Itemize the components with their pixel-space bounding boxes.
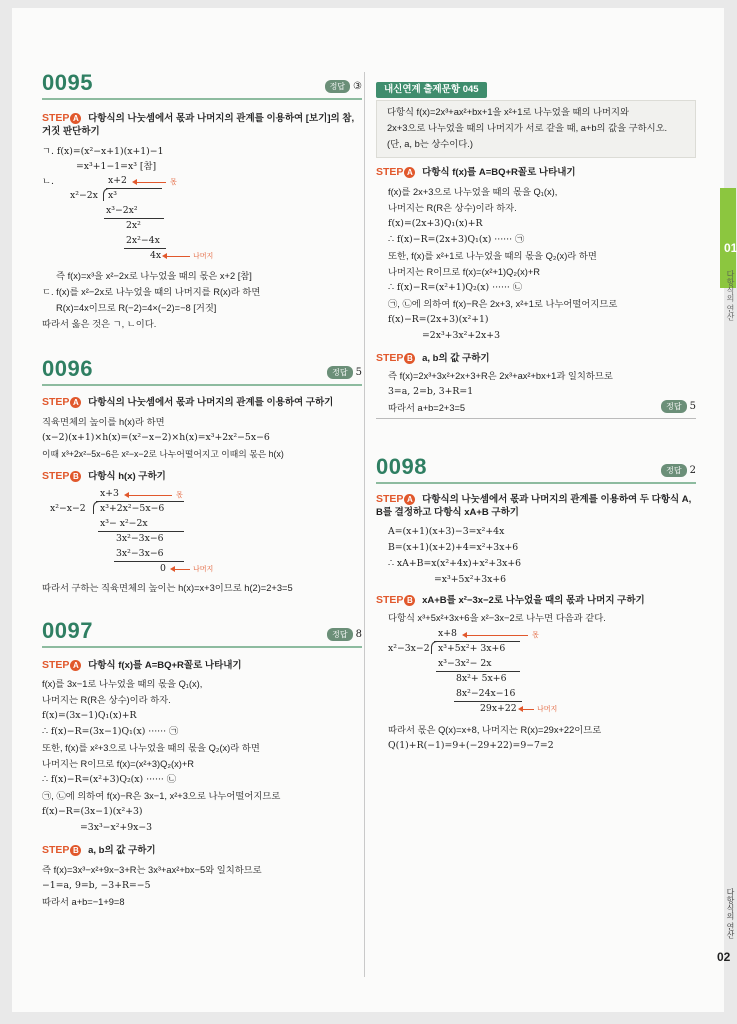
division-row: 3x²−3x−6 [116, 548, 164, 559]
step-title: 다항식의 나눗셈에서 몫과 나머지의 관계를 이용하여 구하기 [88, 397, 334, 408]
solution-line: 따라서 a+b=2+3=5 [388, 403, 466, 413]
division-rule [454, 701, 522, 702]
solution-line: 따라서 몫은 Q(x)=x+8, 나머지는 R(x)=29x+22이므로 [388, 725, 602, 735]
remainder-label: 나머지 [193, 566, 214, 573]
solution-line: ㉠, ㉡에 의하여 f(x)−R은 2x+3, x²+1로 나누어떨어지므로 [388, 299, 618, 309]
solution-line: 직육면체의 높이를 h(x)라 하면 [42, 417, 165, 427]
solution-line: f(x)를 3x−1로 나누었을 때의 몫을 Q₁(x), [42, 679, 203, 689]
page-number: 02 [717, 950, 731, 964]
problem-text: (단, a, b는 상수이다.) [387, 139, 473, 149]
problem-number: 0097 [42, 618, 93, 643]
step-tag: STEP A [376, 166, 415, 179]
answer-value: 2 [689, 465, 696, 476]
divisor: x²−x−2 [50, 503, 86, 514]
arrow-icon [136, 182, 166, 183]
division-rule [436, 671, 520, 672]
solution-line: ㄱ. f(x)=(x²−x+1)(x+1)−1 [42, 146, 164, 157]
chapter-tab-number: 01 [724, 241, 737, 255]
solution-line: ∴ f(x)−R=(2x+3)Q₁(x) ······ ㉠ [388, 234, 525, 245]
step-tag: STEP B [376, 594, 415, 607]
step-tag: STEP A [376, 493, 415, 506]
column-divider [364, 72, 365, 977]
answer-value: 5 [689, 401, 696, 412]
step-title: 다항식 f(x)를 A=BQ+R꼴로 나타내기 [422, 167, 576, 178]
step-b-heading [42, 470, 362, 483]
problem-number: 0096 [42, 356, 93, 381]
step-letter: B [404, 595, 415, 606]
solution-line: 즉 f(x)=2x³+3x²+2x+3+R은 2x³+ax²+bx+1과 일치하므로 [388, 371, 613, 381]
quotient-label: 몫 [176, 492, 183, 499]
solution-line: f(x)=(3x−1)Q₁(x)+R [42, 710, 137, 721]
quotient: x+8 [438, 628, 457, 639]
chapter-title: 다항식의 연산 [726, 270, 735, 321]
solution-line: =2x³+3x²+2x+3 [422, 330, 501, 341]
answer-value: ③ [353, 81, 362, 92]
dividend: x³+2x²−5x−6 [100, 503, 165, 514]
solution-line: B=(x+1)(x+2)+4=x²+3x+6 [388, 542, 519, 553]
solution-line: 따라서 구하는 직육면체의 높이는 h(x)=x+3이므로 h(2)=2+3=5 [42, 583, 293, 593]
solution-line: 이때 x³+2x²−5x−6은 x²−x−2로 나누어떨어지고 이때의 몫은 h(x) [42, 449, 284, 459]
answer-area [325, 80, 362, 93]
naesin-tag: 내신연계 출제문항 045 [376, 82, 487, 98]
answer-badge: 정답 [327, 628, 352, 641]
step-tag: STEP A [42, 659, 81, 672]
problem-box [376, 100, 696, 158]
division-row: x³−2x² [106, 205, 138, 216]
step-letter: B [70, 471, 81, 482]
answer-area [661, 400, 696, 413]
step-title: 다항식의 나눗셈에서 몫과 나머지의 관계를 이용하여 두 다항식 A, B를 결정하고 다항식 xA+B 구하기 [376, 494, 692, 518]
problem-number: 0098 [376, 454, 427, 479]
step-tag: STEP B [42, 844, 81, 857]
section-rule [376, 418, 696, 419]
division-row: 8x²−24x−16 [456, 688, 516, 699]
quotient: x+3 [100, 488, 119, 499]
solution-line: 따라서 a+b=−1+9=8 [42, 897, 125, 907]
step-a-heading [376, 493, 696, 519]
divisor: x²−2x [70, 190, 98, 201]
answer-badge: 정답 [661, 464, 686, 477]
problem-0096-header [42, 356, 362, 386]
solution-line: 즉 f(x)=3x³−x²+9x−3+R는 3x³+ax²+bx−5와 일치하므로 [42, 865, 262, 875]
answer-badge: 정답 [325, 80, 350, 93]
solution-line: 나머지는 R이므로 f(x)=(x²+3)Q₂(x)+R [42, 759, 194, 769]
step-title: 다항식 f(x)를 A=BQ+R꼴로 나타내기 [88, 660, 242, 671]
solution-line: ㄴ. [42, 176, 54, 187]
divisor: x²−3x−2 [388, 643, 430, 654]
step-a-heading [42, 112, 362, 138]
step-tag: STEP A [42, 396, 81, 409]
solution-line: 3=a, 2=b, 3+R=1 [388, 386, 474, 397]
problem-0095-header [42, 70, 362, 100]
dividend: x³+5x²+ 3x+6 [438, 643, 506, 654]
problem-text: 2x+3으로 나누었을 때의 나머지가 서로 같을 때, a+b의 값을 구하시오. [387, 123, 668, 133]
step-title: 다항식 h(x) 구하기 [88, 471, 166, 482]
division-rule [98, 531, 184, 532]
answer-badge: 정답 [661, 400, 686, 413]
solution-line: =x³+5x²+3x+6 [434, 574, 507, 585]
problem-text: 다항식 f(x)=2x³+ax²+bx+1을 x²+1로 나누었을 때의 나머지와 [387, 107, 629, 117]
division-bracket [431, 641, 437, 654]
solution-line: A=(x+1)(x+3)−3=x²+4x [388, 526, 505, 537]
arrow-icon [128, 495, 172, 496]
step-a-heading [42, 659, 362, 672]
problem-number: 0095 [42, 70, 93, 95]
step-letter: A [70, 397, 81, 408]
solution-line: 즉 f(x)=x³을 x²−2x로 나누었을 때의 몫은 x+2 [참] [56, 271, 252, 281]
step-b-heading [42, 844, 362, 857]
division-row: 8x²+ 5x+6 [456, 673, 507, 684]
division-row: 3x²−3x−6 [116, 533, 164, 544]
remainder: 4x [150, 250, 162, 261]
solution-line: R(x)=4x이므로 R(−2)=4×(−2)=−8 [거짓] [56, 303, 217, 313]
remainder-label: 나머지 [193, 253, 214, 260]
step-letter: A [404, 167, 415, 178]
step-tag: STEP B [376, 352, 415, 365]
answer-value: 8 [355, 629, 362, 640]
answer-area [327, 628, 362, 641]
solution-line: (x−2)(x+1)×h(x)=(x²−x−2)×h(x)=x³+2x²−5x−6 [42, 432, 270, 443]
arrow-icon [466, 635, 528, 636]
solution-line: ∴ f(x)−R=(x²+3)Q₂(x) ······ ㉡ [42, 774, 177, 785]
solution-line: ㉠, ㉡에 의하여 f(x)−R은 3x−1, x²+3으로 나누어떨어지므로 [42, 791, 281, 801]
answer-area [327, 366, 362, 379]
problem-0097-header [42, 618, 362, 648]
step-a-heading [42, 396, 362, 409]
division-bar [434, 641, 520, 642]
solution-line: f(x)−R=(2x+3)(x²+1) [388, 314, 489, 325]
step-letter: A [70, 660, 81, 671]
step-title: a, b의 값 구하기 [88, 845, 156, 856]
solution-line: =3x³−x²+9x−3 [80, 822, 153, 833]
step-a-heading [376, 166, 696, 179]
solution-line: 또한, f(x)를 x²+1로 나누었을 때의 몫을 Q₂(x)라 하면 [388, 251, 597, 261]
division-rule [114, 561, 184, 562]
division-bracket [93, 501, 99, 514]
remainder-label: 나머지 [537, 706, 558, 713]
division-row: x³−3x²− 2x [438, 658, 492, 669]
solution-line: 나머지는 R(R은 상수)이라 하자. [42, 695, 171, 705]
step-letter: B [70, 845, 81, 856]
workbook-page [12, 8, 737, 1012]
step-title: a, b의 값 구하기 [422, 353, 490, 364]
solution-line: ∴ f(x)−R=(3x−1)Q₁(x) ······ ㉠ [42, 726, 179, 737]
problem-0098-header [376, 454, 696, 484]
solution-line: ∴ f(x)−R=(x²+1)Q₂(x) ······ ㉡ [388, 282, 523, 293]
division-bar [106, 188, 162, 189]
answer-area [661, 464, 696, 477]
step-b-heading [376, 352, 696, 365]
step-b-heading [376, 594, 696, 607]
division-row: x³− x²−2x [100, 518, 148, 529]
answer-badge: 정답 [327, 366, 352, 379]
solution-line: f(x)−R=(3x−1)(x²+3) [42, 806, 143, 817]
division-row: 2x² [126, 220, 141, 231]
quotient-label: 몫 [532, 632, 539, 639]
step-title: 다항식의 나눗셈에서 몫과 나머지의 관계를 이용하여 [보기]의 참, 거짓 판단하기 [42, 113, 355, 137]
solution-line: ∴ xA+B=x(x²+4x)+x²+3x+6 [388, 558, 522, 569]
step-letter: B [404, 353, 415, 364]
solution-line: 따라서 옳은 것은 ㄱ, ㄴ이다. [42, 319, 157, 329]
step-tag: STEP B [42, 470, 81, 483]
quotient-label: 몫 [170, 179, 177, 186]
solution-line: −1=a, 9=b, −3+R=−5 [42, 880, 151, 891]
remainder: 0 [160, 563, 166, 574]
step-title: xA+B를 x²−3x−2로 나누었을 때의 몫과 나머지 구하기 [422, 595, 645, 606]
dividend: x³ [108, 190, 117, 201]
solution-line: 나머지는 R이므로 f(x)=(x²+1)Q₂(x)+R [388, 267, 540, 277]
answer-value: 5 [355, 367, 362, 378]
quotient: x+2 [108, 175, 127, 186]
arrow-icon [522, 709, 534, 710]
remainder: 29x+22 [480, 703, 517, 714]
solution-line: ㄷ. f(x)를 x²−2x로 나누었을 때의 나머지를 R(x)라 하면 [42, 287, 261, 297]
solution-line: f(x)=(2x+3)Q₁(x)+R [388, 218, 483, 229]
solution-line: =x³+1−1=x³ [참] [76, 161, 157, 172]
footer-chapter: 다항식의 연산 [726, 888, 735, 939]
solution-line: 또한, f(x)를 x²+3으로 나누었을 때의 몫을 Q₂(x)라 하면 [42, 743, 260, 753]
division-row: 2x²−4x [126, 235, 160, 246]
solution-line: 나머지는 R(R은 상수)이라 하자. [388, 203, 517, 213]
solution-line: Q(1)+R(−1)=9+(−29+22)=9−7=2 [388, 740, 554, 751]
division-rule [124, 248, 166, 249]
division-rule [104, 218, 164, 219]
step-tag: STEP A [42, 112, 81, 125]
step-letter: A [404, 494, 415, 505]
step-letter: A [70, 113, 81, 124]
division-bar [96, 501, 184, 502]
solution-line: 다항식 x³+5x²+3x+6을 x²−3x−2로 나누면 다음과 같다. [388, 613, 606, 623]
arrow-icon [174, 569, 190, 570]
solution-line: f(x)를 2x+3으로 나누었을 때의 몫을 Q₁(x), [388, 187, 558, 197]
arrow-icon [166, 256, 190, 257]
